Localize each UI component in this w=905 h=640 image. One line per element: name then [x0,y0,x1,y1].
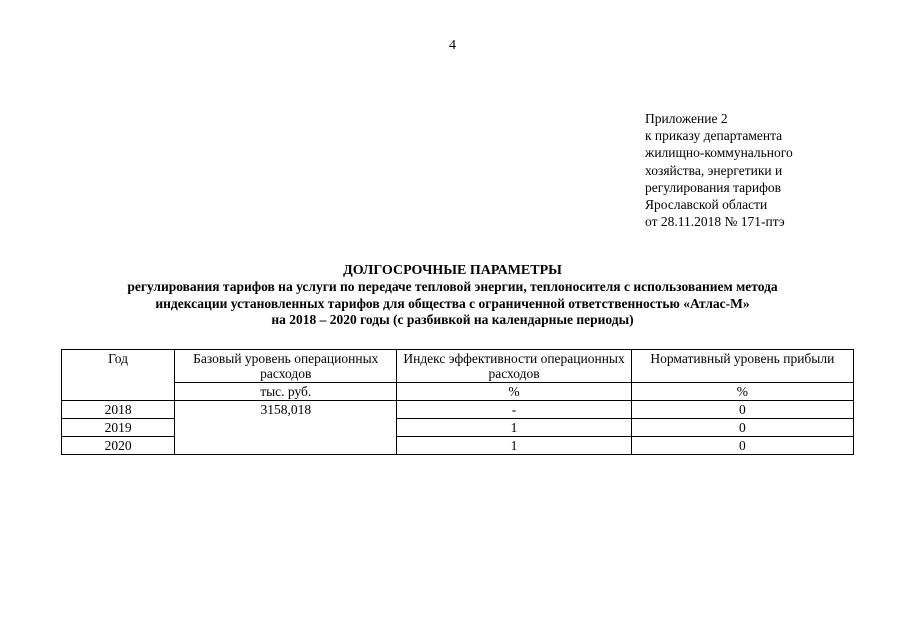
unit-base-level: тыс. руб. [175,383,397,401]
appendix-line: жилищно-коммунального [645,145,793,161]
header-efficiency-index: Индекс эффективности операционных расходов [397,350,631,383]
cell-profit-level: 0 [631,419,853,437]
appendix-line: Приложение 2 [645,111,728,126]
appendix-line: от 28.11.2018 № 171-птэ [645,214,785,230]
cell-profit-level: 0 [631,437,853,455]
cell-year: 2019 [62,419,175,437]
document-heading [0,263,905,329]
cell-year: 2018 [62,401,175,419]
heading-line: на 2018 – 2020 годы (с разбивкой на календарные периоды) [271,312,634,328]
table-header-row [62,350,854,383]
unit-efficiency-index: % [397,383,631,401]
table-units-row [62,383,854,401]
page-number: 4 [449,38,456,53]
cell-efficiency-index: 1 [397,419,631,437]
header-base-level: Базовый уровень операционных расходов [175,350,397,383]
header-year: Год [62,350,175,401]
cell-year: 2020 [62,437,175,455]
cell-base-value: 3158,018 [175,401,397,455]
heading-line: индексации установленных тарифов для общества с ограниченной ответственностью «Атлас-М» [155,295,750,311]
appendix-block [645,110,885,230]
unit-profit-level: % [631,383,853,401]
appendix-line: хозяйства, энергетики и [645,162,783,178]
appendix-line: Ярославской области [645,197,768,213]
cell-efficiency-index: - [397,401,631,419]
document-title: ДОЛГОСРОЧНЫЕ ПАРАМЕТРЫ [343,263,562,278]
table-row [62,401,854,419]
header-profit-level: Нормативный уровень прибыли [631,350,853,383]
appendix-line: к приказу департамента [645,128,783,144]
heading-line: регулирования тарифов на услуги по передаче тепловой энергии, теплоносителя с использованием метода [127,279,778,295]
appendix-line: регулирования тарифов [645,179,782,195]
cell-profit-level: 0 [631,401,853,419]
cell-efficiency-index: 1 [397,437,631,455]
parameters-table [61,349,854,455]
